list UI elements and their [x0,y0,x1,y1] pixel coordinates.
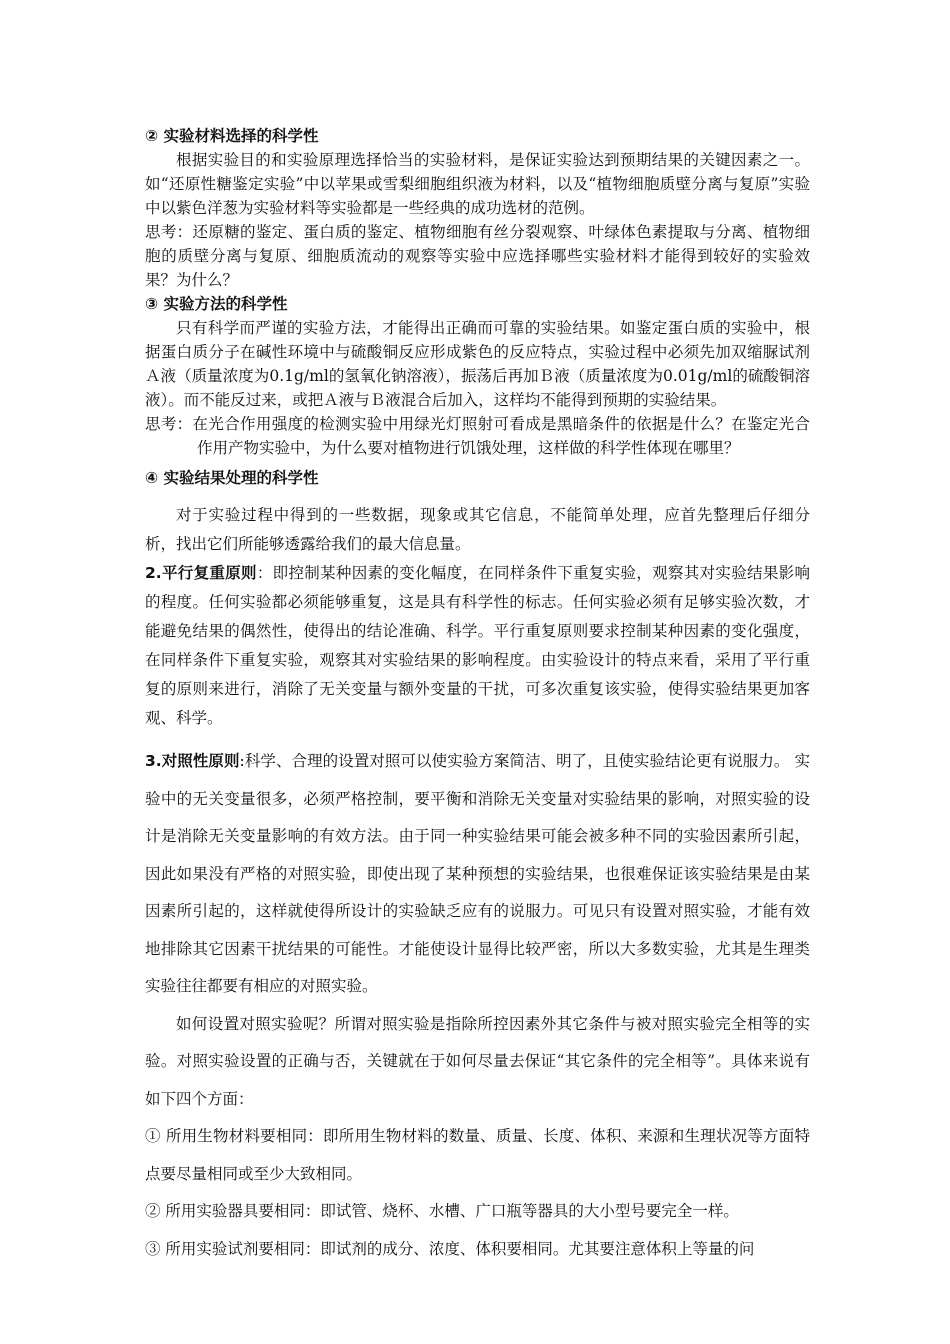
section-heading: ② 实验材料选择的科学性 [145,127,319,145]
section-heading: ③ 实验方法的科学性 [145,295,288,313]
think-question: 思考：在光合作用强度的检测实验中用绿光灯照射可看成是黑暗条件的依据是什么？在鉴定光合作用产物实验中，为什么要对植物进行饥饿处理，这样做的科学性体现在哪里？ [145,415,810,457]
principle-control [145,743,810,1268]
section-method [145,292,810,460]
document-page [145,124,810,1268]
paragraph: 根据实验目的和实验原理选择恰当的实验材料，是保证实验达到预期结果的关键因素之一。如“还原性糖鉴定实验”中以苹果或雪梨细胞组织液为材料，以及“植物细胞质壁分离与复原”实验中以紫色洋葱为实验材料等实验都是一些经典的成功选材的范例。 [145,151,810,217]
principle-text: ：即控制某种因素的变化幅度，在同样条件下重复实验，观察其对实验结果影响的程度。任何实验都必须能够重复，这是具有科学性的标志。任何实验必须有足够实验次数，才能避免结果的偶然性，使得出的结论准确、科学。平行重复原则要求控制某种因素的变化强度，在同样条件下重复实验，观察其对实验结果的影响程度。由实验设计的特点来看，采用了平行重复的原则来进行，消除了无关变量与额外变量的干扰，可多次重复该实验，使得实验结果更加客观、科学。 [145,564,810,727]
list-item: ① 所用生物材料要相同：即所用生物材料的数量、质量、长度、体积、来源和生理状况等方面特点要尽量相同或至少大致相同。 [145,1127,810,1183]
section-material-selection [145,124,810,292]
paragraph [145,559,810,733]
list-item: ③ 所用实验试剂要相同：即试剂的成分、浓度、体积要相同。尤其要注意体积上等量的问 [145,1239,755,1258]
paragraph: 只有科学而严谨的实验方法，才能得出正确而可靠的实验结果。如鉴定蛋白质的实验中，根据蛋白质分子在碱性环境中与硫酸铜反应形成紫色的反应特点，实验过程中必须先加双缩脲试剂Ａ液（质量浓度为0.1g/ml的氢氧化钠溶液），振荡后再加Ｂ液（质量浓度为0.01g/ml的硫酸铜溶液）。而不能反过来，或把Ａ液与Ｂ液混合后加入，这样均不能得到预期的实验结果。 [145,319,810,409]
paragraph: 对于实验过程中得到的一些数据，现象或其它信息，不能简单处理，应首先整理后仔细分析，找出它们所能够透露给我们的最大信息量。 [145,506,810,553]
section-heading: ④ 实验结果处理的科学性 [145,469,319,487]
principle-text: :科学、合理的设置对照可以使实验方案简洁、明了，且使实验结论更有说服力。 实验中的无关变量很多，必须严格控制，要平衡和消除无关变量对实验结果的影响，对照实验的设计是消除无关变量影响的有效方法。由于同一种实验结果可能会被多种不同的实验因素所引起，因此如果没有严格的对照实验，即使出现了某种预想的实验结果，也很难保证该实验结果是由某因素所引起的，这样就使得所设计的实验缺乏应有的说服力。可见只有设置对照实验，才能有效地排除其它因素干扰结果的可能性。才能使设计显得比较严密，所以大多数实验，尤其是生理类实验往往都要有相应的对照实验。 [145,752,810,995]
list-item: ② 所用实验器具要相同：即试管、烧杯、水槽、广口瓶等器具的大小型号要完全一样。 [145,1202,739,1220]
think-question: 思考：还原糖的鉴定、蛋白质的鉴定、植物细胞有丝分裂观察、叶绿体色素提取与分离、植物细胞的质壁分离与复原、细胞质流动的观察等实验中应选择哪些实验材料才能得到较好的实验效果？为什么？ [145,223,810,289]
principle-label: 2.平行复重原则 [145,564,257,582]
paragraph: 如何设置对照实验呢？所谓对照实验是指除所控因素外其它条件与被对照实验完全相等的实验。对照实验设置的正确与否，关键就在于如何尽量去保证“其它条件的完全相等”。具体来说有如下四个方面： [145,1014,810,1108]
principle-repetition [145,559,810,733]
section-result-processing [145,464,810,559]
principle-label: 3.对照性原则 [145,752,240,770]
paragraph [145,743,810,1006]
